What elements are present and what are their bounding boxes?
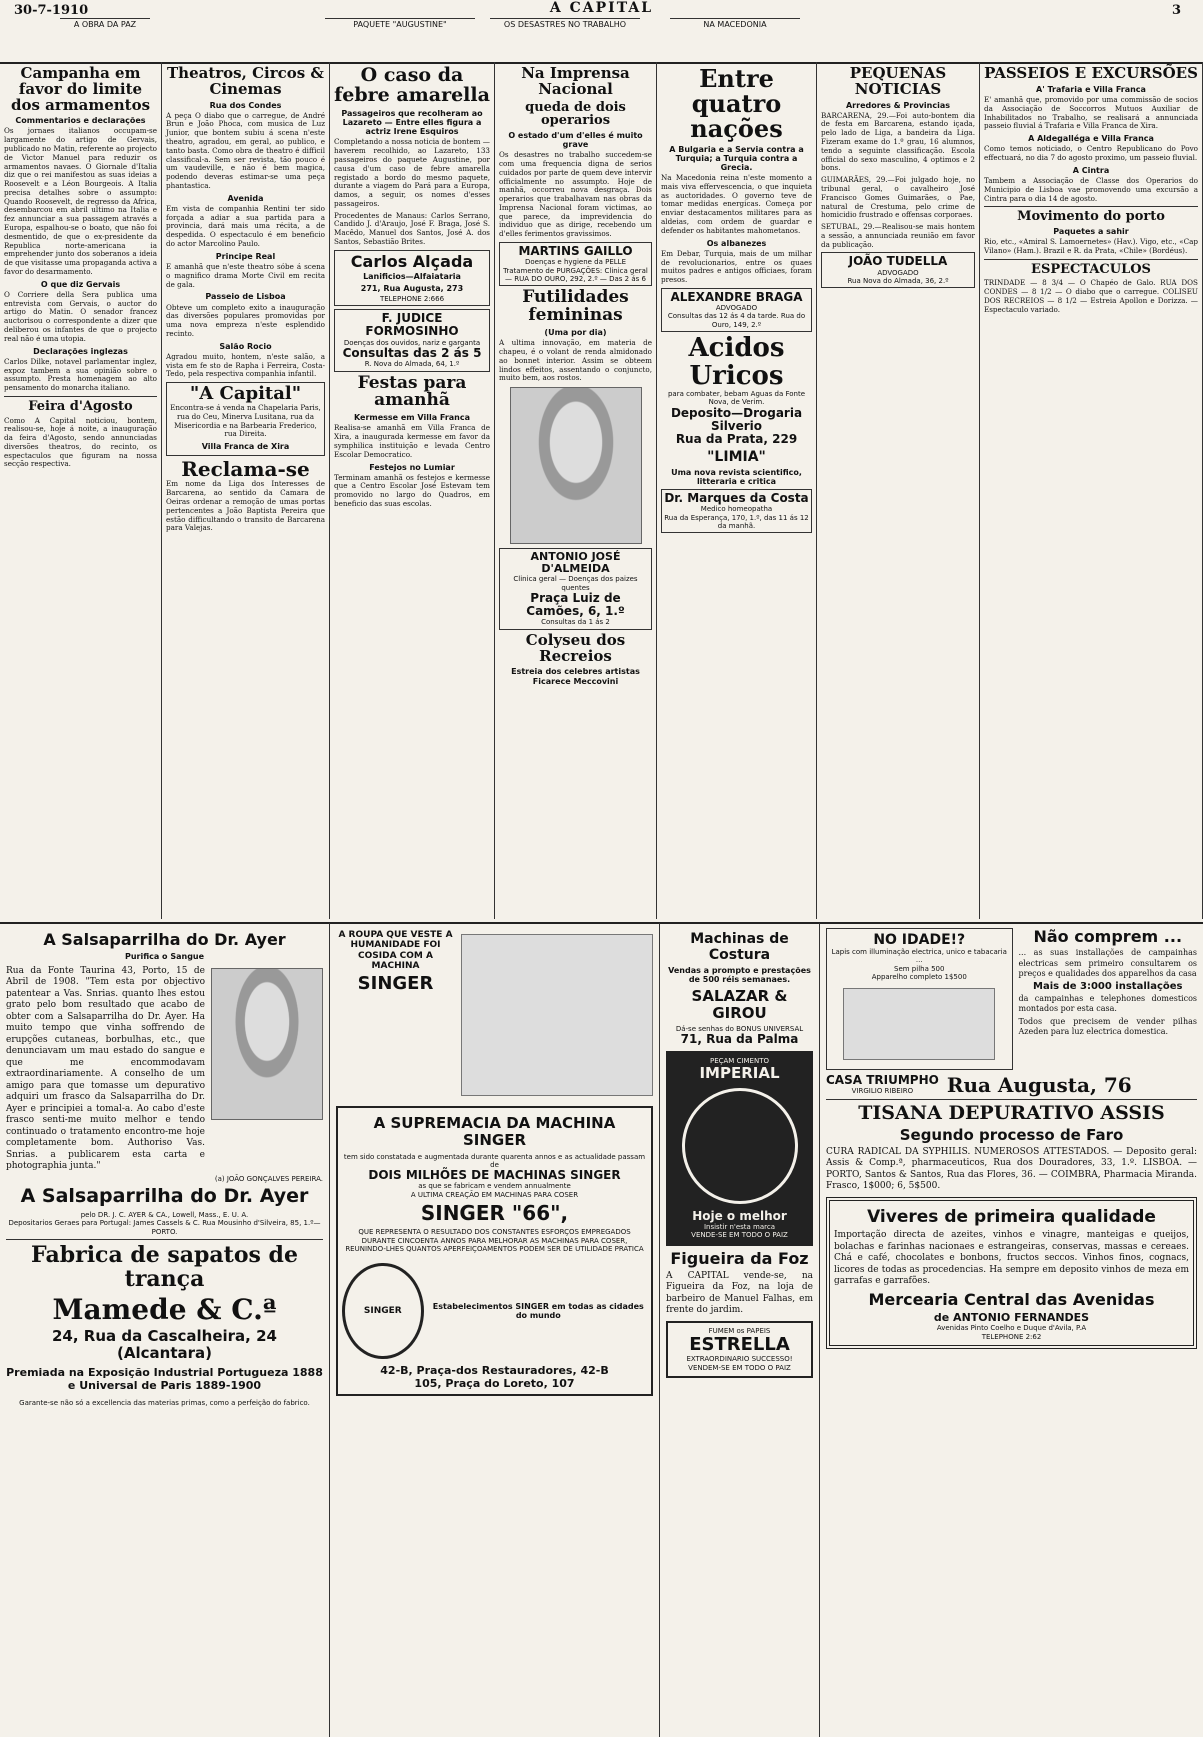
singer-logo: SINGER <box>342 1263 424 1359</box>
article-body: TRINDADE — 8 3/4 — O Chapéo de Galo. RUA DOS CONDES — 8 1/2 — O diabo que o carregue. COLISEU DOS RECREIOS — 8 1/2 — Estreia Apollon e Dorizza. — Espectaculo variado. <box>984 278 1198 314</box>
article-headline: Reclama-se <box>181 457 310 482</box>
article-body: Como temos noticiado, o Centro Republicano do Povo effectuará, no dia 7 do agosto proximo, um passeio fluvial. <box>984 144 1198 163</box>
column-5 <box>657 62 817 919</box>
advert-title: A SUPREMACIA DA MACHINA SINGER <box>373 1114 616 1150</box>
advert-depot: Deposito—Drogaria Silverio <box>670 405 803 433</box>
article-headline: Colyseu dos Recreios <box>525 630 626 665</box>
article-body: Os jornaes italianos occupam-se largamente do artigo de Gervais, publicado no Matin, referente ao projecto de Victor Manuel para reduzir os armamentos navaes. O Giornale d'Italia diz que o rei manifestou as suas ideias a Roosevelt e a Léon Bourgeois. A Italia precisa detalhes sobre o assumpto: Quando Roosevelt, de regresso da Africa, desembarcou em abril ultimo na Italia e fez annunciar a sua passagem através a Europa, espalhou-se o boato, que não foi desmentido, de que o ex-presidente da Republica norte-americana ia emprehender junto dos soberanos a ideia de que visitasse uma propaganda activa a favor do desarmamento. <box>4 126 157 276</box>
divider <box>826 1099 1197 1100</box>
advert-title: A Salsaparrilha do Dr. Ayer <box>20 1185 309 1208</box>
article-subheading: Estreia dos celebres artistas Ficarece Meccovini <box>511 667 640 686</box>
advert-marques-costa <box>661 489 812 533</box>
limia-subtitle: Uma nova revista scientifico, litteraria e critica <box>671 467 802 486</box>
advert-hours: Consultas das 2 ás 5 <box>342 345 482 360</box>
section-label: PAQUETE "AUGUSTINE" <box>325 18 475 29</box>
article-subheading: O que diz Gervais <box>40 279 121 289</box>
newspaper-title: A CAPITAL <box>549 0 654 16</box>
article-subheading: A' Trafaria e Villa Franca <box>1036 84 1146 94</box>
advert-telephone: TELEPHONE 2:62 <box>981 1332 1042 1341</box>
advert-title: NO IDADE!? <box>873 932 966 948</box>
advert-acidos-uricos: Acidos Uricos <box>688 333 785 391</box>
ad-salsaparrilha <box>0 922 330 1737</box>
advert-title: ANTONIO JOSÉ D'ALMEIDA <box>530 550 621 576</box>
section-label: OS DESASTRES NO TRABALHO <box>490 18 640 29</box>
advert-count: Mais de 3:000 installações <box>1033 981 1183 993</box>
article-headline: Campanha em favor do limite dos armamentos <box>10 64 151 114</box>
article-subheading: Os albanezes <box>706 238 767 248</box>
article-headline-continued: queda de dois operarios <box>525 99 626 129</box>
article-body: Os desastres no trabalho succedem-se com uma frequencia digna de serios cuidados por parte de quem deve intervir officialmente no assumpto. Hoje de manhã, occorreu nova desgraça. Dois operarios que trabalhavam nas obras da Imprensa Nacional foram victimas, ao que parece, da imprevidencia do individuo que as dirige, recebendo um d'elles ferimentos gravissimos. <box>499 150 652 239</box>
advert-alexandre-braga <box>661 288 812 332</box>
article-body: Na Macedonia reina n'este momento a mais viva effervescencia, o que inquieta as auctoridades. O governo teve de tomar medidas energicas. Começa por enviar destacamentos militares para as aldeias, com ordem de guardar e defender os habitantes mahometanos. <box>661 173 812 235</box>
advert-price: Apparelho completo 1$500 <box>871 973 967 982</box>
advert-tagline: A ROUPA QUE VESTE A HUMANIDADE FOI COSIDA COM A MACHINA <box>338 930 453 972</box>
advert-body: VENDE-SE EM TODO O PAIZ <box>691 1231 788 1240</box>
advert-subtitle: ADVOGADO <box>877 268 919 277</box>
column-2 <box>162 62 330 919</box>
sewing-illustration <box>461 934 653 1096</box>
advert-body: VENDEM-SE EM TODO O PAIZ <box>688 1363 791 1372</box>
advert-body: Insistir n'esta marca <box>703 1222 776 1231</box>
article-body: Rio, etc., «Amiral S. Lamoernetes» (Hav.). Vigo, etc., «Cap Vilano» (Ham.). Brazil e R. da Prata, «Chile» (Bordéus). <box>984 237 1198 255</box>
advert-telephone: TELEPHONE 2:666 <box>379 294 445 303</box>
article-body: Terminam amanhã os festejos e kermesse que a Centro Escolar José Estevam tem promovido no largo do Quadros, em beneficio das suas escolas. <box>334 472 490 509</box>
article-headline: ESPECTACULOS <box>1031 261 1151 277</box>
article-body: Completando a nossa noticia de bontem — haverem recolhido, ao Lazareto, 133 passageiros do paquete Augustine, por causa d'um caso de febre amarella registado a bordo do mesmo paquete, durante a viagem do Pará para a Europa, damos, a seguir, os nomes d'esses passageiros. <box>334 137 490 208</box>
advert-subtitle: Lanificios—Alfaiataria <box>363 272 461 282</box>
article-headline: PEQUENAS NOTICIAS <box>849 64 947 98</box>
advert-address: Praça Luiz de Camões, 6, 1.º <box>526 591 625 619</box>
advert-body: Rua da Esperança, 170, 1.º, das 11 ás 12 da manhã. <box>664 513 809 530</box>
advert-subtitle: Doenças e hygiene da PELLE <box>524 258 627 267</box>
advert-model: SINGER "66", <box>420 1201 569 1226</box>
advert-title: MARTINS GAILLO <box>518 243 633 258</box>
article-body: SETUBAL, 29.—Realisou-se mais hontem a sessão, a annunciada reunião em favor da publicação. <box>821 222 975 249</box>
advert-body: EXTRAORDINARIO SUCCESSO! <box>686 1355 793 1364</box>
estrella-paper-ad <box>666 1321 813 1378</box>
article-subheading: O estado d'um d'elles é muito grave <box>508 130 643 149</box>
article-subheading: Passageiros que recolheram ao Lazareto — Entre elles figura a actriz Irene Esquiros <box>341 108 483 137</box>
advert-brand: SINGER <box>357 973 434 995</box>
article-subheading: A Aldegalléga e Villa Franca <box>1028 134 1154 144</box>
advert-body: Encontra-se á venda na Chapelaria Paris, rua do Ceu, Minerva Lusitana, rua da Misericordia e na Barbearia Frederico, rua Direita. <box>170 403 321 439</box>
advert-subtitle: Purifica o Sangue <box>124 952 205 962</box>
advert-martins-gaillo <box>499 242 652 286</box>
divider <box>984 259 1198 260</box>
advert-price: Sem pilha 500 <box>894 964 945 973</box>
ad-column-mid <box>660 922 820 1737</box>
advert-address: 271, Rua Augusta, 273 <box>360 283 464 293</box>
advert-brand: CASA TRIUMPHO <box>826 1072 939 1087</box>
article-body: A ultima innovação, em materia de chapeu, é o volant de renda almidonado ao bonnet interior. Assim se obteem lindos effeitos, assentando o conjuncto, muito bem, aos rostos. <box>499 338 652 383</box>
advert-judice <box>334 309 490 371</box>
article-body: Como A Capital noticiou, bontem, realisou-se, hoje á noite, a inauguração da feira d'Agosto, sendo annunciadas diversões theatros, do recinto, os espectaculos que figuram na nossa secção respectiva. <box>4 415 157 469</box>
article-body: BARCARENA, 29.—Foi auto-bontem dia de festa em Barcarena, estando içada, pelo lado de Liga, a bandeira da Liga. Fizeram exame do 1.º grau, 16 alumnos, tendo a seguinte classificação. Escola official do sexo masculino, 4 optimos e 2 bons. <box>821 110 975 173</box>
article-headline: Entre quatro nações <box>690 64 783 144</box>
article-body: E amanhã que n'este theatro sóbe á scena o magnifico drama Morte Civil em recita de gala. <box>166 262 325 289</box>
cimento-imperial-ad <box>666 1051 813 1246</box>
article-body: E' amanhã que, promovido por uma commissão de socios da Associação de Soccorros Mutuos Auxiliar de Inhabilitados no Trabalho, se realisará a annunciada passeio fluvial á Trafaria e Villa Franca de Xira. <box>984 94 1198 131</box>
advert-subtitle: tem sido constatada e augmentada durante quarenta annos e as actualidade passam de <box>343 1152 646 1169</box>
article-headline: PASSEIOS E EXCURSÕES <box>984 64 1198 82</box>
masthead <box>0 0 1203 64</box>
advert-body: Hoje o melhor <box>692 1208 787 1223</box>
advert-title: JOÃO TUDELLA <box>848 254 948 269</box>
advert-estab: Estabelecimentos SINGER em todas as cidades do mundo <box>432 1302 644 1321</box>
article-body: O Corriere della Sera publica uma entrevista com Gervais, o auctor do artigo do Matin. O senador francez auctorisou o correspondente a dizer que deliberou os infantes de que o projecto real não é uma utopia. <box>4 289 157 343</box>
advert-brand: ESTRELLA <box>689 1334 790 1356</box>
advert-title: Não comprem ... <box>1033 927 1183 946</box>
advert-subtitle: Doenças dos ouvidos, nariz e garganta <box>343 338 481 347</box>
article-subheading: A Bulgaria e a Servia contra a Turquia; a Turquia contra a Grecia. <box>669 144 804 172</box>
advert-title: A Salsaparrilha do Dr. Ayer <box>43 930 286 949</box>
testimonial-portrait <box>211 968 323 1120</box>
advert-subtitle: as que se fabricam e vendem annualmente <box>418 1182 571 1191</box>
advert-title: Machinas de Costura <box>690 931 789 964</box>
advert-address: Rua Nova do Almada, 36, 2.º <box>847 276 949 285</box>
article-body: Realisa-se amanhã em Villa Franca de Xira, a inaugurada kermesse em favor da symphilica instituição e levada Centro Escolar Democratico. <box>334 423 490 459</box>
article-body: Em vista de companhia Rentini ter sido forçada a adiar a sua partida para a provincia, dará mais uma récita, a de despedida. O espectaculo é em beneficio do actor Marcolino Paulo. <box>166 203 325 249</box>
column-3 <box>330 62 495 919</box>
section-label: NA MACEDONIA <box>670 18 800 29</box>
advert-address: 24, Rua da Cascalheira, 24 (Alcantara) <box>52 1327 277 1362</box>
article-subheading: Commentarios e declarações <box>15 116 146 126</box>
article-subheading: Declarações inglezas <box>33 346 128 356</box>
column-1 <box>0 62 162 919</box>
article-body: A peça O diabo que o carregue, de André Brun e João Phoca, com musica de Luz Junior, que bontem subiu á scena n'este theatro, agradou, em geral, ao publico, e tanto basta. Como obra de theatro é difficil classifical-a. Sem ser revista, tão pouco é um vaudeville, e não é bem magica, podendo deveras estimar-se uma peça phantastica. <box>166 110 325 190</box>
article-body: Em Debar, Turquia, mais de um milhar de revolucionarios, entre os quaes muitos padres e antigos officiaes, foram presos. <box>661 248 812 285</box>
advert-body: Todos que precisem de vender pilhas Azeden para luz electrica domestica. <box>1018 1016 1197 1036</box>
advert-body: Importação directa de azeites, vinhos e vinagre, manteigas e queijos, bolachas e farinhas nacionaes e estrangeiras, conservas, massas e cereaes. Chá e café, chocolates e bonbons, fructos seccos. Vinhos finos, cognacs, licores de todas as procedencias. Ha sempre em deposito vinhos de meza em garrafas e garrafões. <box>834 1230 1189 1287</box>
advert-body: ... as suas installações de campainhas electricas sem primeiro consultarem os preços e qualidades dos apparelhos da casa <box>1018 948 1197 978</box>
divider <box>4 396 157 397</box>
article-headline: Futilidades femininas <box>522 287 629 326</box>
advert-body: para combater, bebam Aguas da Fonte Nova, de Verim. <box>667 389 806 407</box>
advert-owner: de ANTONIO FERNANDES <box>933 1311 1090 1325</box>
divider <box>6 1239 323 1240</box>
page-number: 3 <box>1171 3 1181 18</box>
advert-subtitle: Dá-se senhas do BONUS UNIVERSAL <box>675 1025 804 1034</box>
article-body: Procedentes de Manaus: Carlos Serrano, Candido J. d'Araujo, José F. Braga, José S. Macêdo, Manuel dos Santos, José A. dos Santos, Sebastião Brites. <box>334 210 490 247</box>
article-headline: Theatros, Circos & Cinemas <box>167 64 324 98</box>
article-headline: Feira d'Agosto <box>28 398 133 414</box>
lamp-illustration <box>843 988 995 1060</box>
column-6 <box>817 62 980 919</box>
advert-subtitle: Segundo processo de Faro <box>899 1125 1124 1144</box>
advert-footer: Garante-se não só a excellencia das materias primas, como a perfeição do fabrico. <box>19 1398 310 1407</box>
advert-title: Dr. Marques da Costa <box>664 490 809 505</box>
advert-brand: Mercearia Central das Avenidas <box>868 1289 1155 1309</box>
article-subheading: Passeio de Lisboa <box>205 292 286 302</box>
advert-owner: VIRGILIO RIBEIRO <box>851 1087 914 1096</box>
advert-body: A CAPITAL vende-se, na Figueira da Foz, na loja de barbeiro de Manuel Falhas, em frente do jardim. <box>666 1270 813 1316</box>
advert-prize: Premiada na Exposição Industrial Portugueza 1888 e Universal de Paris 1889-1900 <box>6 1366 323 1393</box>
advert-joao-tudella <box>821 252 975 288</box>
advert-maker: pelo DR. J. C. AYER & CA., Lowell, Mass., E. U. A. <box>80 1211 249 1220</box>
limia-title: "LIMIA" <box>707 449 766 466</box>
advert-brand: SALAZAR & GIROU <box>691 986 788 1022</box>
article-headline: O caso da febre amarella <box>334 64 490 106</box>
advert-address: 105, Praça do Loreto, 107 <box>414 1376 575 1390</box>
article-subheading: Festejos no Lumiar <box>369 462 455 472</box>
article-subheading: (Uma por dia) <box>544 328 607 338</box>
article-body: GUIMARÃES, 29.—Foi julgado hoje, no tribunal geral, o cavalheiro José Francisco Gomes Guimarães, o Pae, natural de Crestuma, pelo crime de homicidio frustrado e offensas corporaes. <box>821 175 975 220</box>
advert-body: Tratamento de PURGAÇÕES: Clinica geral — RUA DO OURO, 292, 2.º — Das 2 ás 6 <box>503 266 648 283</box>
singer-supremacy-box <box>336 1106 653 1396</box>
advert-brand: Mamede & C.ª <box>52 1292 277 1326</box>
advert-brand: IMPERIAL <box>699 1064 780 1083</box>
advert-title: "A Capital" <box>189 383 302 405</box>
advert-a-capital <box>166 382 325 456</box>
advert-antonio-jose-almeida <box>499 548 652 630</box>
advert-tagline: PEÇAM CIMENTO <box>709 1056 770 1065</box>
advert-subtitle: Clinica geral — Doenças dos paizes quentes <box>513 575 638 592</box>
article-subheading: Kermesse em Villa Franca <box>353 413 471 423</box>
advert-title: TISANA DEPURATIVO ASSIS <box>858 1101 1165 1124</box>
advert-title: Carlos Alçada <box>350 251 474 271</box>
advert-title: Fabrica de sapatos de trança <box>31 1242 298 1293</box>
advert-tagline: FUMEM os PAPEIS <box>708 1326 771 1335</box>
advert-subtitle: ADVOGADO <box>715 304 758 313</box>
advert-count: DOIS MILHÕES DE MACHINAS SINGER <box>368 1168 621 1183</box>
advert-subtitle: Vendas a prompto e prestações de 500 réis semanaes. <box>668 966 811 985</box>
advert-subtitle: A ULTIMA CREAÇÃO EM MACHINAS PARA COSER <box>410 1190 579 1199</box>
testimonial-text: Rua da Fonte Taurina 43, Porto, 15 de Abril de 1908. "Tem esta por objectivo patentear a Vas. Snrias. quanto lhes estou grato pelo bom resultado que acabo de obter com a Salsaparrilha do Dr. Ayer. Ha muito tempo que vinha soffrendo de erupções cutaneas, borbulhas, etc., que denunciavam um mau estado do sangue e que me encommodavam extraordinariamente. A conselho de um amigo para que tomasse um depurativo adquiri um frasco da Salsaparrilha do Dr. Ayer e principiei a tomal-a. Ao cabo d'este frasco senti-me muito melhor e tendo continuado o tratamento encontro-me hoje completamente bom. Authoriso Vas. Snrias. a publicarem esta carta e photographia junta." <box>6 965 205 1172</box>
cement-barrel-illustration <box>682 1088 798 1204</box>
section-label: A OBRA DA PAZ <box>60 18 150 29</box>
advert-body: QUE REPRESENTA O RESULTADO DOS CONSTANTES ESFORÇOS EMPREGADOS DURANTE CINCOENTA ANNOS PARA MELHORAR AS MACHINAS PARA COSER, REUNINDO-LHES QUANTOS APERFEIÇOAMENTOS PODEM SER DE UTILIDADE PRATICA <box>345 1228 644 1254</box>
article-subheading: A Cintra <box>1072 165 1110 175</box>
advert-address: 42-B, Praça-dos Restauradores, 42-B <box>380 1364 609 1378</box>
advert-address: Avenidas Pinto Coelho e Duque d'Avila, P.A <box>936 1324 1087 1333</box>
advert-hours: Consultas da 1 ás 2 <box>541 618 610 627</box>
article-subheading: Principe Real <box>215 251 276 261</box>
article-body: Carlos Dilke, notavel parlamentar inglez, expoz tambem a sua opinião sobre o assumpto. Presta homenagem ao alto pensamento do monarcha italiano. <box>4 356 157 393</box>
article-subheading: Paquetes a sahir <box>1053 226 1129 236</box>
ad-column-right <box>820 922 1203 1737</box>
article-subheading: Arredores & Provincias <box>845 100 950 110</box>
article-subheading: Rua dos Condes <box>209 100 282 110</box>
hat-illustration <box>510 387 642 544</box>
advert-depot: Depositarios Geraes para Portugal: James Cassels & C. Rua Mousinho d'Silveira, 85, 1.º—PORTO. <box>8 1219 321 1236</box>
article-headline: Festas para amanhã <box>357 372 467 411</box>
advert-title: Viveres de primeira qualidade <box>867 1206 1156 1227</box>
advert-carlos-alcada <box>334 250 490 306</box>
advert-address: R. Nova do Almada, 64, 1.º <box>364 360 460 369</box>
advert-body: Lapis com illuminação electrica, unico e tabacaria ... <box>831 948 1007 965</box>
advert-address: Rua da Prata, 229 <box>675 432 798 447</box>
testimonial-signature: (a) JOÃO GONÇALVES PEREIRA. <box>214 1174 323 1183</box>
article-headline: Movimento do porto <box>1017 209 1165 225</box>
article-body: Obteve um completo exito a inauguração das diversões populares promovidas por uma nova empreza n'este esplendido recinto. <box>166 302 325 338</box>
advert-title: Figueira da Foz <box>670 1248 809 1268</box>
advert-address: 71, Rua da Palma <box>680 1032 799 1047</box>
advert-title: F. JUDICE FORMOSINHO <box>365 311 459 339</box>
advert-body: Consultas das 12 ás 4 da tarde. Rua do Ouro, 149, 2.º <box>667 312 806 329</box>
issue-date: 30-7-1910 <box>14 3 89 18</box>
article-headline: Na Imprensa Nacional <box>521 64 630 98</box>
column-4 <box>495 62 657 919</box>
divider <box>984 206 1198 207</box>
column-7 <box>980 62 1203 919</box>
advert-body: CURA RADICAL DA SYPHILIS. NUMEROSOS ATTESTADOS. — Deposito geral: Assis & Comp.ª, pharmaceuticos, Rua dos Douradores, 33, 1.º. LISBOA. — PORTO, Santos & Santos, Rua das Flores, 36. — COIMBRA, Pharmacia Miranda. Frasco, 1$000; 6, 5$500. <box>826 1146 1197 1192</box>
mercearia-ad <box>826 1197 1197 1349</box>
article-subheading: Avenida <box>227 193 264 203</box>
ad-singer <box>330 922 660 1737</box>
advert-body: da campainhas e telephones domesticos montados por esta casa. <box>1018 994 1197 1014</box>
advert-subtitle: Medico homeopatha <box>700 505 773 514</box>
article-body: Tambem a Associação de Classe dos Operarios do Municipio de Lisboa vae promovendo uma excursão a Cintra para o dia 14 de agosto. <box>984 176 1198 203</box>
advert-title: ALEXANDRE BRAGA <box>670 289 803 304</box>
advert-place: Villa Franca de Xira <box>201 442 290 452</box>
article-subheading: Salão Rocio <box>219 341 272 351</box>
advert-address: Rua Augusta, 76 <box>946 1072 1132 1097</box>
article-body: Agradou muito, hontem, n'este salão, a vista em fe sto de Rapha i Ferreira, Costa-Tedo, pela respectiva companhia infantil. <box>166 351 325 379</box>
article-body: Em nome da Liga dos Interesses de Barcarena, ao sentido da Camara de Oeiras ordenar a remoção de umas portas pertencentes a João Baptista Pereira que estão difficultando o transito de Barcarena para Valejas. <box>166 479 325 533</box>
